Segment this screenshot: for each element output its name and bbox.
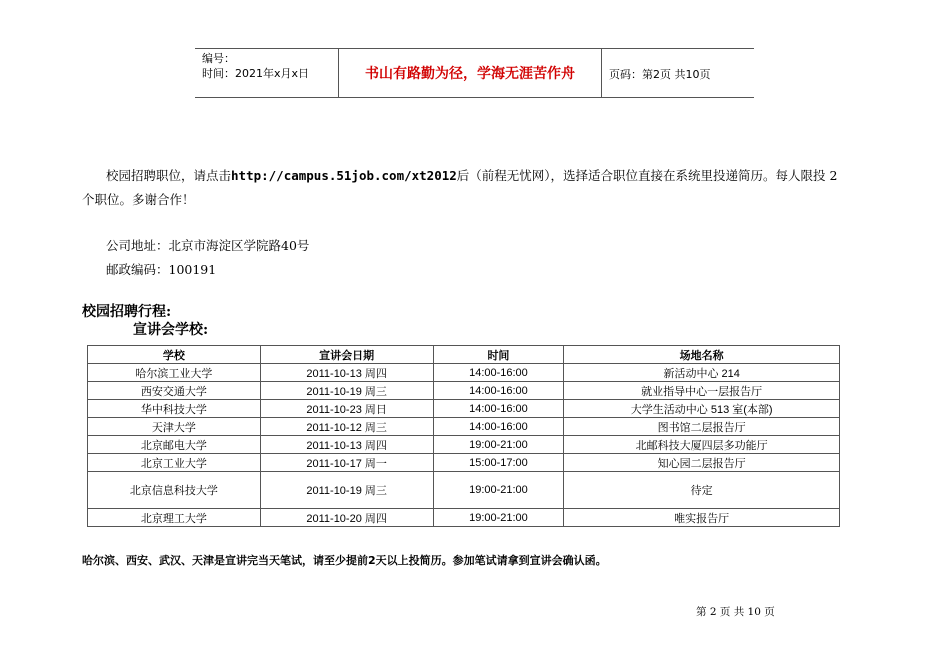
page-code: 页码：第2页 共10页	[609, 68, 711, 81]
cell-date: 2011-10-20 周四	[260, 509, 433, 527]
table-row	[88, 454, 840, 472]
table-row	[88, 436, 840, 454]
motto: 书山有路勤为径，学海无涯苦作舟	[338, 49, 602, 97]
cell-school: 北京信息科技大学	[88, 472, 261, 509]
cell-date: 2011-10-19 周三	[260, 472, 433, 509]
cell-time: 14:00-16:00	[433, 400, 564, 418]
cell-time: 15:00-17:00	[433, 454, 564, 472]
cell-date: 2011-10-13 周四	[260, 436, 433, 454]
cell-time: 19:00-21:00	[433, 436, 564, 454]
number-label: 编号：	[202, 52, 235, 65]
cell-venue: 唯实报告厅	[564, 509, 840, 527]
cell-venue: 北邮科技大厦四层多功能厅	[564, 436, 840, 454]
cell-date: 2011-10-19 周三	[260, 382, 433, 400]
cell-date: 2011-10-23 周日	[260, 400, 433, 418]
page-header	[195, 48, 754, 98]
table-row	[88, 364, 840, 382]
cell-school: 北京理工大学	[88, 509, 261, 527]
table-row	[88, 400, 840, 418]
company-address: 公司地址：北京市海淀区学院路40号	[106, 238, 310, 253]
cell-school: 天津大学	[88, 418, 261, 436]
cell-venue: 待定	[564, 472, 840, 509]
table-row	[88, 472, 840, 509]
cell-venue: 就业指导中心一层报告厅	[564, 382, 840, 400]
table-row	[88, 509, 840, 527]
intro-line-1	[106, 166, 837, 184]
intro-prefix: 校园招聘职位，请点击	[106, 168, 232, 183]
col-school: 学校	[88, 346, 261, 364]
cell-time: 14:00-16:00	[433, 364, 564, 382]
schedule-table	[87, 345, 840, 527]
subsection-title: 宣讲会学校:	[133, 322, 209, 338]
intro-line-2: 个职位。多谢合作！	[82, 192, 195, 207]
cell-date: 2011-10-13 周四	[260, 364, 433, 382]
cell-venue: 大学生活动中心 513 室(本部)	[564, 400, 840, 418]
col-venue: 场地名称	[564, 346, 840, 364]
cell-venue: 新活动中心 214	[564, 364, 840, 382]
col-date: 宣讲会日期	[260, 346, 433, 364]
cell-venue: 知心园二层报告厅	[564, 454, 840, 472]
exam-note: 哈尔滨、西安、武汉、天津是宣讲完当天笔试，请至少提前2天以上投简历。参加笔试请拿到宣讲会确认函。	[82, 554, 607, 567]
section-title: 校园招聘行程:	[82, 304, 172, 320]
postcode: 邮政编码：100191	[106, 262, 217, 277]
cell-time: 14:00-16:00	[433, 382, 564, 400]
cell-school: 北京工业大学	[88, 454, 261, 472]
cell-school: 西安交通大学	[88, 382, 261, 400]
cell-school: 北京邮电大学	[88, 436, 261, 454]
cell-time: 19:00-21:00	[433, 509, 564, 527]
cell-date: 2011-10-17 周一	[260, 454, 433, 472]
cell-time: 19:00-21:00	[433, 472, 564, 509]
table-header-row	[88, 346, 840, 364]
table-row	[88, 382, 840, 400]
cell-venue: 图书馆二层报告厅	[564, 418, 840, 436]
cell-school: 哈尔滨工业大学	[88, 364, 261, 382]
cell-school: 华中科技大学	[88, 400, 261, 418]
header-left	[202, 51, 309, 81]
table-row	[88, 418, 840, 436]
page-footer: 第 2 页 共 10 页	[696, 606, 775, 618]
campus-link[interactable]: http://campus.51job.com/xt2012	[231, 168, 457, 183]
col-time: 时间	[433, 346, 564, 364]
cell-time: 14:00-16:00	[433, 418, 564, 436]
intro-suffix: 后（前程无忧网），选择适合职位直接在系统里投递简历。每人限投 2	[456, 168, 838, 183]
date-label: 时间：2021年x月x日	[202, 67, 310, 80]
cell-date: 2011-10-12 周三	[260, 418, 433, 436]
